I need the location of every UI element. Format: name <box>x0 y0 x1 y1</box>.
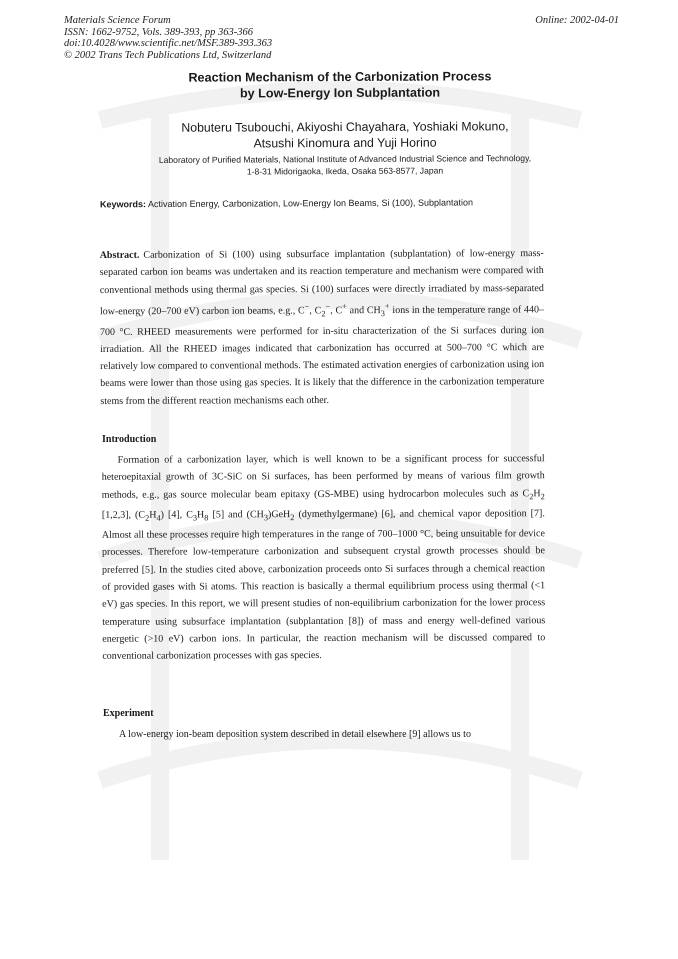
authors-line-2: Atsushi Kinomura and Yuji Horino <box>253 135 437 150</box>
intro-text: )GeH <box>268 509 291 521</box>
affiliation-line-2: 1-8-31 Midorigaoka, Ikeda, Osaka 563-8577, Japan <box>246 164 444 177</box>
title-line-1: Reaction Mechanism of the Carbonization Process <box>188 69 492 85</box>
ion-subscript: 2 <box>321 309 326 319</box>
ion-charge: − <box>304 301 310 311</box>
experiment-paragraph: A low-energy ion-beam deposition system described in detail elsewhere [9] allows us to <box>119 729 471 740</box>
copyright-line: © 2002 Trans Tech Publications Ltd, Switzerland <box>64 49 272 61</box>
title-line-2: by Low-Energy Ion Subplantation <box>239 85 441 100</box>
introduction-body <box>102 450 546 665</box>
formula-subscript: 4 <box>156 513 161 523</box>
journal-name: Materials Science Forum <box>64 15 171 26</box>
keywords-text: Activation Energy, Carbonization, Low-Energy Ion Beams, Si (100), Subplantation <box>148 197 474 210</box>
ion-charge: + <box>342 301 347 311</box>
experiment-heading: Experiment <box>103 708 154 719</box>
formula-subscript: 2 <box>540 491 545 501</box>
formula-subscript: 3 <box>263 513 269 523</box>
intro-text: [1,2,3], (C <box>101 509 146 521</box>
ion-subscript: 3 <box>380 308 385 318</box>
intro-text: (dymethylgermane) [6], and chemical vapor deposition [7]. Almost all these processes require high temperatures in the range of 700–1000 °C, being unsuitable for device processes. Therefore low-temperature carbonization and subsequent crystal growth processes should be preferred [5]. In the studies cited above, carbonization proceeds onto Si surfaces through a chemical reaction of provided gases with Si atoms. This reaction is basically a thermal equilibrium process using thermal (<1 eV) gas species. In this report, we will present studies of non-equilibrium carbonization for the lower process temperature using subsurface implantation (subplantation [8]) of mass and energy well-defined various energetic (>10 eV) carbon ions. In particular, the reaction mechanism will be discussed compared to conventional carbonization processes with gas species. <box>101 508 546 663</box>
affiliation <box>90 153 600 179</box>
formula-subscript: 2 <box>529 491 534 501</box>
journal-header <box>64 15 619 61</box>
ion-formula: C <box>335 305 343 317</box>
doi-link[interactable]: doi:10.4028/www.scientific.net/MSF.389-393.363 <box>64 38 273 49</box>
intro-text: ) [4], C <box>160 509 193 521</box>
abstract-text-part-1: Carbonization of Si (100) using subsurface implantation (subplantation) of low-energy mass-separated carbon ion beams was undertaken and its reaction temperature and mechanism were compared with conventional methods using thermal gas species. Si (100) surfaces were directly irradiated by mass-separated low-energy (20–700 eV) carbon ion beams, e.g., C <box>99 248 544 318</box>
ion-charge: + <box>384 301 390 311</box>
formula-subscript: 2 <box>290 512 295 523</box>
intro-text: Formation of a carbonization layer, which is well known to be a significant process for successful heteroepitaxial growth of 3C-SiC on Si surfaces, has been performed by means of various film growth methods, e.g., gas source molecular beam epitaxy (GS-MBE) using hydrocarbon molecules such as C <box>101 453 545 501</box>
introduction-heading: Introduction <box>102 434 157 445</box>
authors-line-1: Nobuteru Tsubouchi, Akiyoshi Chayahara, Yoshiaki Mokuno, <box>181 119 509 135</box>
keywords <box>100 197 620 211</box>
ion-charge: − <box>325 301 331 311</box>
author-list <box>110 119 580 152</box>
paper-title <box>100 69 580 102</box>
intro-text: H <box>197 509 205 521</box>
experiment-body <box>103 726 546 743</box>
intro-text: H <box>533 487 541 499</box>
formula-subscript: 8 <box>204 513 209 523</box>
affiliation-line-1: Laboratory of Purified Materials, National Institute of Advanced Industrial Science and Technology, <box>158 153 532 165</box>
intro-text: [5] and (CH <box>208 509 264 521</box>
formula-subscript: 3 <box>192 513 198 523</box>
ion-formula: C <box>314 305 322 317</box>
formula-subscript: 2 <box>145 513 150 523</box>
ion-formula: CH <box>366 304 381 317</box>
abstract-and: and <box>349 305 365 317</box>
abstract-label: Abstract. <box>99 249 140 261</box>
intro-text: H <box>149 509 157 521</box>
online-date: Online: 2002-04-01 <box>535 15 619 26</box>
issn-line: ISSN: 1662-9752, Vols. 389-393, pp 363-366 <box>64 26 253 38</box>
abstract-text-part-2: ions in the temperature range of 440–700 °C. RHEED measurements were performed for in-situ characterization of the Si surfaces during ion irradiation. All the RHEED images indicated that carbonization has occurred at 500–700 °C which are relatively low compared to conventional methods. The estimated activation energies of carbonization using ion beams were lower than those using gas species. It is likely that the difference in the carbonization temperature stems from the different reaction mechanisms each other. <box>99 304 545 407</box>
introduction-paragraph <box>102 450 546 665</box>
keywords-label: Keywords: <box>99 199 147 210</box>
abstract: Abstract. Carbonization of Si (100) using subsurface implantation (subplantation) of low-energy mass-separated carbon ion beams was undertaken and its reaction temperature and mechanism were compared with conventional methods using thermal gas species. Si (100) surfaces were directly irradiated by mass-separated low-energy (20–700 eV) carbon ion beams, e.g., C−, $C_2^-$, C+ and $CH_3^+$ ions in the temperature range of 440–700 °C. RHEED measurements were performed for in-situ characterization of the Si surfaces during ion irradiation. All the RHEED images indicated that carbonization has occurred at 500–700 °C which are relatively low compared to conventional methods. The estimated activation energies of carbonization using ion beams were lower than those using gas species. It is likely that the difference in the carbonization temperature stems from the different reaction mechanisms each other. <box>99 248 545 407</box>
